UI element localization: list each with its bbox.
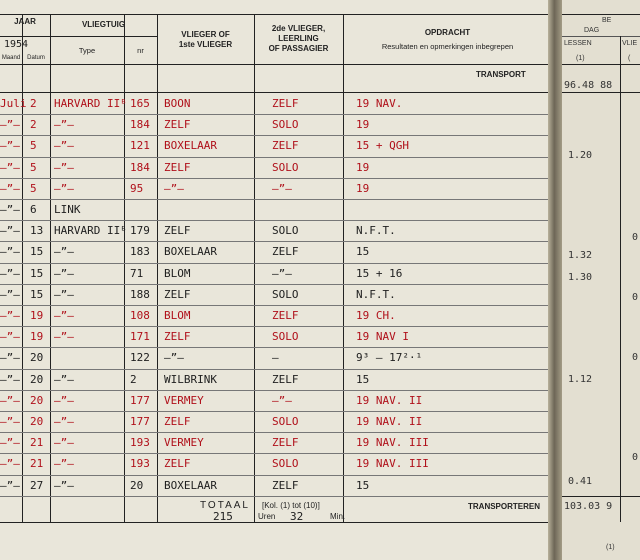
row-rule (0, 241, 552, 242)
row-day: 15 (30, 266, 44, 280)
header-vlieger-line1: VLIEGER OF (181, 30, 230, 39)
column-divider (124, 14, 125, 522)
row-day: 2 (30, 97, 37, 110)
row-month: —”— (0, 139, 20, 153)
header-split-rule (0, 36, 157, 37)
row-second-pilot: ZELF (272, 436, 299, 450)
row-month: —”— (0, 287, 20, 301)
row-pilot: ZELF (164, 224, 191, 238)
row-second-pilot: ZELF (272, 372, 299, 386)
row-day: 5 (30, 160, 37, 174)
row-second-pilot: SOLO (272, 457, 299, 471)
row-aircraft-type: —”— (54, 330, 74, 344)
row-aircraft-nr: 184 (130, 160, 150, 174)
right-top-rule (562, 14, 640, 15)
row-aircraft-type: —”— (54, 287, 74, 301)
right-header-col0: ( (628, 55, 631, 62)
row-pilot: ZELF (164, 118, 191, 132)
row-second-pilot: ZELF (272, 97, 299, 110)
row-rule (0, 347, 552, 348)
row-task: 15 + 16 (356, 266, 403, 280)
row-aircraft-nr: 193 (130, 436, 150, 450)
row-rule (0, 305, 552, 306)
row-task: 19 (356, 118, 370, 132)
transporteren-label: TRANSPORTEREN (468, 502, 541, 511)
right-value: 1.30 (568, 272, 593, 283)
row-pilot: ZELF (164, 287, 191, 301)
row-day: 20 (30, 351, 44, 365)
row-rule (0, 411, 552, 412)
row-pilot: VERMEY (164, 393, 204, 407)
row-month: —”— (0, 118, 20, 132)
row-month: —”— (0, 224, 20, 238)
row-month: —”— (0, 309, 20, 322)
row-second-pilot: — (272, 351, 279, 365)
row-day: 15 (30, 287, 44, 301)
row-aircraft-nr: 177 (130, 393, 150, 407)
total-hours: 215 (213, 510, 233, 523)
row-pilot: ZELF (164, 160, 191, 174)
row-aircraft-nr: 177 (130, 415, 150, 428)
total-minutes: 32 (290, 510, 304, 523)
row-day: 19 (30, 309, 44, 322)
row-aircraft-type: —”— (54, 181, 74, 195)
header-second-line1: 2de VLIEGER, (271, 24, 326, 33)
row-aircraft-type: —”— (54, 478, 74, 492)
transport-label: TRANSPORT (476, 70, 526, 79)
row-month: —”— (0, 478, 20, 492)
right-bottom-label: (1) (606, 544, 615, 551)
header-opdracht: OPDRACHT (424, 28, 471, 37)
row-aircraft-nr: 122 (130, 351, 150, 365)
total-hours-unit: Uren (258, 512, 276, 521)
row-rule (0, 178, 552, 179)
row-aircraft-type: LINK (54, 203, 81, 216)
right-header-rule (562, 36, 640, 37)
row-month: —”— (0, 372, 20, 386)
row-rule (0, 220, 552, 221)
right-total-value: 103.03 9 (564, 501, 613, 512)
row-second-pilot: SOLO (272, 224, 299, 238)
header-nr: nr (137, 46, 144, 55)
right-header-dag: DAG (584, 27, 600, 34)
transport-row-rule (0, 92, 552, 93)
row-aircraft-nr: 2 (130, 372, 137, 386)
row-aircraft-nr: 95 (130, 181, 144, 195)
row-aircraft-type: —”— (54, 436, 74, 450)
row-rule (0, 369, 552, 370)
row-rule (0, 263, 552, 264)
row-aircraft-type: —”— (54, 245, 74, 259)
row-pilot: ZELF (164, 457, 191, 471)
header-year: 1954 (4, 39, 29, 50)
right-header-vlie: VLIE (622, 40, 638, 47)
row-aircraft-nr: 188 (130, 287, 150, 301)
row-rule (0, 157, 552, 158)
row-aircraft-nr: 71 (130, 266, 144, 280)
row-day: 15 (30, 245, 44, 259)
row-aircraft-nr: 165 (130, 97, 150, 110)
row-pilot: ZELF (164, 415, 191, 428)
row-second-pilot: SOLO (272, 118, 299, 132)
row-day: 21 (30, 436, 44, 450)
row-aircraft-type: —”— (54, 139, 74, 153)
row-pilot: BOON (164, 97, 191, 110)
row-month: —”— (0, 330, 20, 344)
row-task: 19 CH. (356, 309, 396, 322)
row-task: 19 NAV. III (356, 436, 429, 450)
row-month: —”— (0, 245, 20, 259)
row-aircraft-type: —”— (54, 160, 74, 174)
row-month: —”— (0, 393, 20, 407)
row-second-pilot: SOLO (272, 415, 299, 428)
row-month: —”— (0, 415, 20, 428)
row-rule (0, 475, 552, 476)
right-header-top: BE (602, 17, 612, 24)
row-pilot: —”— (164, 181, 184, 195)
row-day: 2 (30, 118, 37, 132)
row-aircraft-nr: 193 (130, 457, 150, 471)
row-pilot: BOXELAAR (164, 139, 217, 153)
row-month: —”— (0, 436, 20, 450)
row-day: 13 (30, 224, 44, 238)
row-rule (0, 284, 552, 285)
right-transport-rule (562, 92, 640, 93)
row-task: 15 (356, 478, 370, 492)
row-month: —”— (0, 457, 20, 471)
row-month: —”— (0, 351, 20, 365)
right-side-mark: 0 (632, 352, 639, 363)
column-divider (50, 14, 51, 522)
row-month: —”— (0, 181, 20, 195)
right-header-bottom-rule (562, 64, 640, 65)
row-aircraft-type: —”— (54, 372, 74, 386)
row-month: —”— (0, 203, 20, 216)
total-columns-note: [Kol. (1) tot (10)] (262, 501, 320, 510)
row-pilot: BLOM (164, 266, 191, 280)
row-second-pilot: —”— (272, 266, 292, 280)
header-opdracht-sub: Resultaten en opmerkingen inbegrepen (381, 42, 514, 51)
row-pilot: VERMEY (164, 436, 204, 450)
row-day: 20 (30, 393, 44, 407)
header-vlieger-line2: 1ste VLIEGER (178, 40, 233, 49)
row-task: 19 (356, 160, 370, 174)
row-rule (0, 135, 552, 136)
column-divider (254, 14, 255, 522)
header-bottom-rule (0, 64, 552, 65)
row-pilot: ZELF (164, 330, 191, 344)
row-aircraft-type: —”— (54, 118, 74, 132)
right-header-col1: (1) (576, 55, 585, 62)
row-task: 15 (356, 245, 370, 259)
right-total-rule (562, 496, 640, 497)
row-aircraft-type: HARVARD IIᴮ (54, 97, 127, 110)
right-value: 1.20 (568, 150, 593, 161)
right-side-mark: 0 (632, 292, 639, 303)
header-vliegtuig: VLIEGTUIG (81, 20, 126, 29)
bottom-rule (0, 522, 552, 523)
row-aircraft-nr: 179 (130, 224, 150, 238)
row-task: 15 + QGH (356, 139, 409, 153)
right-header-lessen: LESSEN (564, 40, 592, 47)
header-second-line3: OF PASSAGIER (268, 44, 329, 53)
total-label: TOTAAL (200, 500, 250, 511)
row-aircraft-nr: 20 (130, 478, 144, 492)
book-spine (548, 0, 562, 560)
row-aircraft-type: —”— (54, 457, 74, 471)
row-day: 6 (30, 203, 37, 216)
row-month: —”— (0, 266, 20, 280)
row-day: 27 (30, 478, 44, 492)
row-second-pilot: SOLO (272, 287, 299, 301)
row-aircraft-type: HARVARD IIᴮ (54, 224, 127, 238)
row-aircraft-type: —”— (54, 415, 74, 428)
right-column-divider (620, 36, 621, 522)
row-second-pilot: SOLO (272, 330, 299, 344)
row-aircraft-type: —”— (54, 266, 74, 280)
row-rule (0, 390, 552, 391)
row-second-pilot: —”— (272, 181, 292, 195)
header-jaar: JAAR (14, 17, 36, 26)
column-divider (157, 14, 158, 522)
row-task: 19 NAV. II (356, 415, 423, 428)
row-task: 19 NAV I (356, 330, 409, 344)
header-datum: Datum (27, 55, 45, 61)
row-second-pilot: SOLO (272, 160, 299, 174)
row-second-pilot: —”— (272, 393, 292, 407)
header-type: Type (78, 46, 96, 55)
right-value: 1.32 (568, 250, 593, 261)
row-second-pilot: ZELF (272, 139, 299, 153)
row-aircraft-type: —”— (54, 393, 74, 407)
row-rule (0, 326, 552, 327)
row-aircraft-nr: 121 (130, 139, 150, 153)
row-task: 19 NAV. II (356, 393, 423, 407)
row-task: 19 (356, 181, 370, 195)
row-month: —”— (0, 160, 20, 174)
row-day: 20 (30, 372, 44, 386)
row-aircraft-nr: 108 (130, 309, 150, 322)
header-second-line2: LEERLING (278, 34, 319, 43)
row-task: 15 (356, 372, 370, 386)
row-day: 5 (30, 181, 37, 195)
right-value: 1.12 (568, 374, 593, 385)
right-side-mark: 0 (632, 452, 639, 463)
row-aircraft-nr: 183 (130, 245, 150, 259)
row-rule (0, 496, 552, 497)
total-minutes-unit: Min. (330, 512, 346, 521)
row-aircraft-nr: 171 (130, 330, 150, 344)
row-second-pilot: ZELF (272, 309, 299, 322)
row-aircraft-nr: 184 (130, 118, 150, 132)
row-day: 21 (30, 457, 44, 471)
row-rule (0, 453, 552, 454)
row-day: 19 (30, 330, 44, 344)
row-task: 19 NAV. (356, 97, 403, 110)
row-day: 5 (30, 139, 37, 153)
top-rule (0, 14, 552, 15)
row-aircraft-type: —”— (54, 309, 74, 322)
right-value: 0.41 (568, 476, 593, 487)
right-transport-value: 96.48 88 (564, 80, 613, 91)
column-divider (343, 14, 344, 522)
row-task: N.F.T. (356, 224, 396, 238)
row-second-pilot: ZELF (272, 245, 299, 259)
column-divider (22, 14, 23, 522)
row-month: Juli (0, 97, 27, 110)
row-task: N.F.T. (356, 287, 396, 301)
logbook-page-right (562, 0, 640, 560)
row-pilot: BLOM (164, 309, 191, 322)
header-maand: Maand (1, 55, 21, 61)
row-task: 19 NAV. III (356, 457, 429, 471)
row-day: 20 (30, 415, 44, 428)
row-pilot: WILBRINK (164, 372, 217, 386)
row-pilot: BOXELAAR (164, 478, 217, 492)
row-pilot: BOXELAAR (164, 245, 217, 259)
row-task: 9³ — 17²·¹ (356, 351, 423, 365)
row-pilot: —”— (164, 351, 184, 365)
row-rule (0, 114, 552, 115)
row-rule (0, 432, 552, 433)
row-rule (0, 199, 552, 200)
right-side-mark: 0 (632, 232, 639, 243)
row-second-pilot: ZELF (272, 478, 299, 492)
